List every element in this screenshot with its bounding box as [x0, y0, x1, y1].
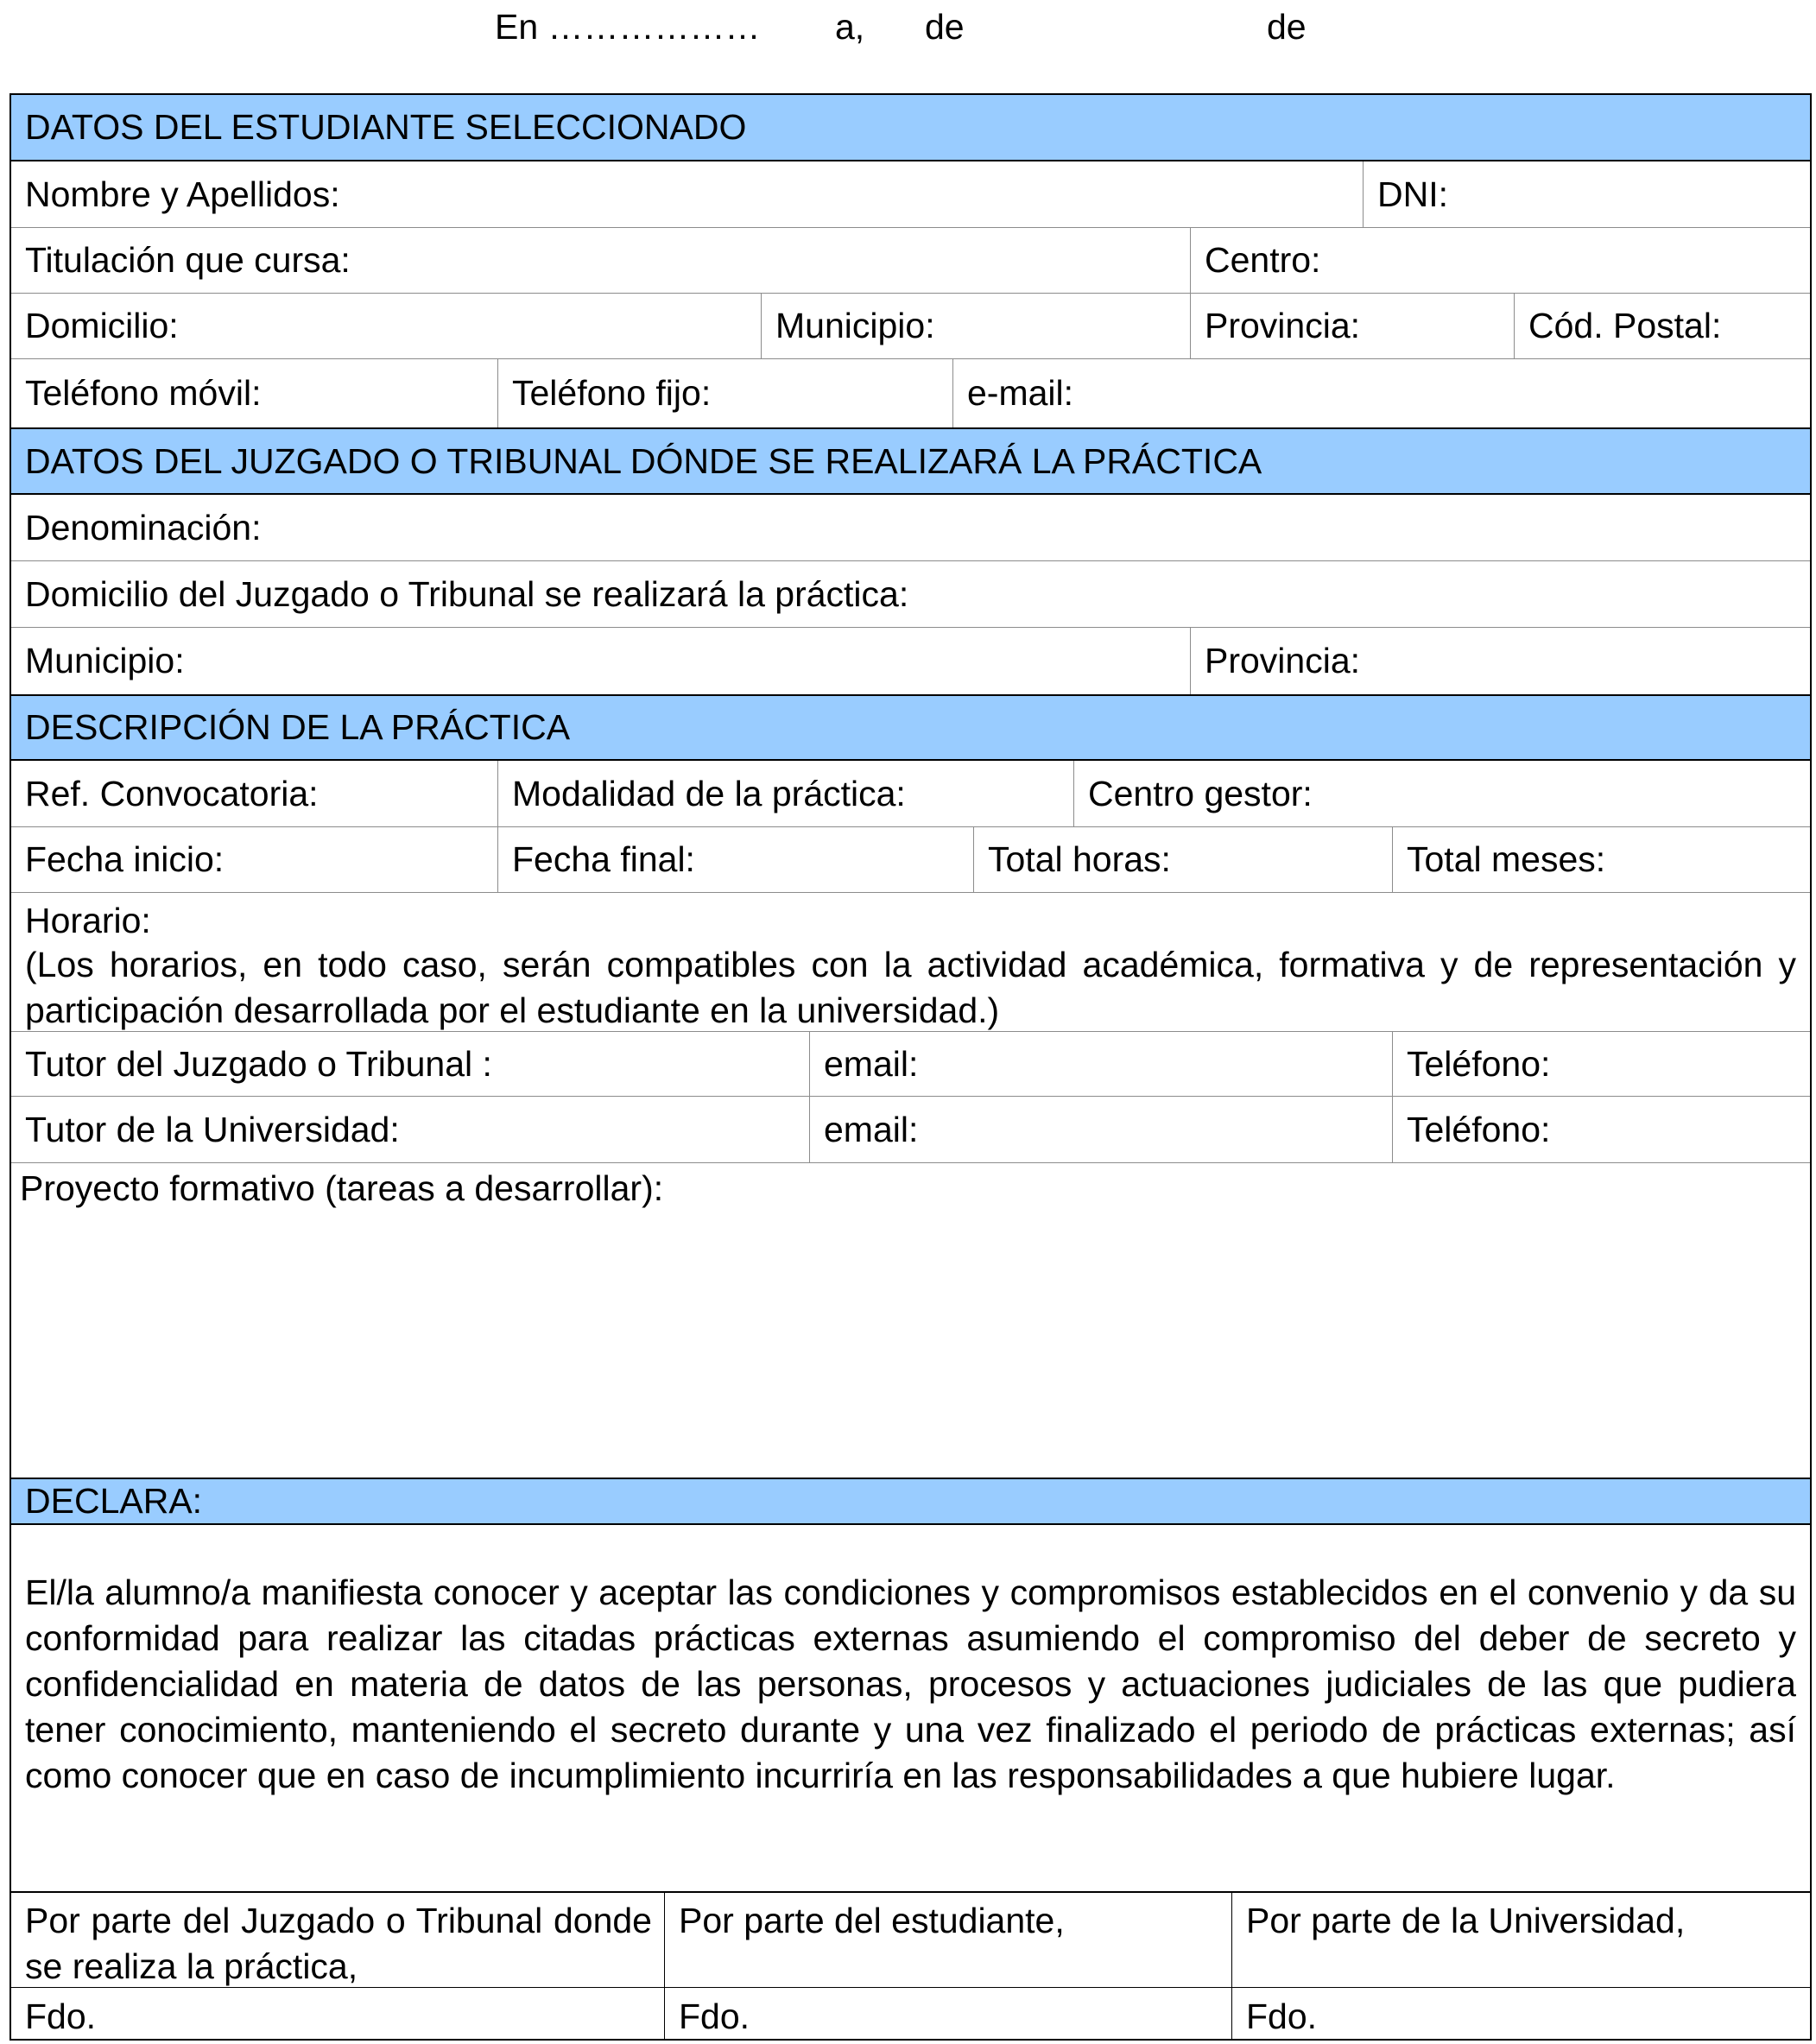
declaration-text: El/la alumno/a manifiesta conocer y aceptar las condiciones y compromisos establecidos en el convenio y da su conformidad para realizar las citadas prácticas externas asumiendo el compromiso del deber de secreto y confidencialidad en materia de datos de las personas, procesos y actuaciones judiciales de las que pudiera tener conocimiento, manteniendo el secreto durante y una vez finalizado el periodo de prácticas externas; así como conocer que en caso de incumplimiento incurriría en las responsabilidades a que hubiere lugar.	[11, 1525, 1810, 1893]
field-label: Domicilio del Juzgado o Tribunal se realizará la práctica:	[25, 573, 909, 614]
horario-note: (Los horarios, en todo caso, serán compatibles con la actividad académica, formativa y de representación y participación desarrollada por el estudiante en la universidad.)	[25, 945, 1796, 1030]
field-label: Nombre y Apellidos:	[25, 174, 340, 214]
field-tutor-juzgado[interactable]	[11, 1032, 810, 1096]
student-row-degree	[11, 228, 1810, 294]
field-label: DNI:	[1377, 174, 1448, 214]
field-dni[interactable]	[1364, 161, 1810, 227]
practice-row-dates	[11, 827, 1810, 893]
section-title: DATOS DEL ESTUDIANTE SELECCIONADO	[25, 107, 747, 147]
field-tutor-universidad[interactable]	[11, 1097, 810, 1162]
date-year-separator: de	[1267, 7, 1307, 47]
field-label: Municipio:	[775, 306, 935, 345]
field-denominacion[interactable]	[11, 495, 1810, 560]
horario-label: Horario:	[25, 901, 151, 940]
signature-field-estudiante[interactable]	[665, 1988, 1232, 2039]
field-domicilio-juzgado[interactable]	[11, 561, 1810, 627]
signature-lines	[11, 1988, 1810, 2039]
date-place: En ………………	[495, 7, 761, 47]
section-title: DATOS DEL JUZGADO O TRIBUNAL DÓNDE SE REALIZARÁ LA PRÁCTICA	[25, 440, 1262, 481]
signature-fdo-label: Fdo.	[1246, 1997, 1318, 2036]
field-provincia[interactable]	[1191, 294, 1515, 358]
signature-fdo-label: Fdo.	[25, 1997, 97, 2036]
student-row-contact	[11, 359, 1810, 427]
field-label: Fecha inicio:	[25, 839, 225, 879]
court-row-address	[11, 561, 1810, 628]
field-label: Provincia:	[1205, 306, 1361, 345]
field-municipio[interactable]	[762, 294, 1191, 358]
signature-header-estudiante	[665, 1893, 1232, 1987]
field-label: Tutor del Juzgado o Tribunal :	[25, 1043, 492, 1084]
field-label: Cód. Postal:	[1528, 306, 1722, 345]
court-row-location	[11, 628, 1810, 694]
section-header-court	[11, 427, 1810, 495]
field-label: email:	[824, 1109, 919, 1149]
field-label: Teléfono:	[1407, 1043, 1551, 1084]
section-title: DESCRIPCIÓN DE LA PRÁCTICA	[25, 707, 571, 747]
field-email[interactable]	[953, 359, 1810, 427]
field-fecha-final[interactable]	[498, 827, 974, 892]
field-label: Domicilio:	[25, 306, 179, 345]
signature-header-label: Por parte del estudiante,	[679, 1901, 1065, 1940]
field-proyecto-formativo[interactable]	[11, 1163, 1810, 1478]
field-nombre-apellidos[interactable]	[11, 161, 1364, 227]
field-total-horas[interactable]	[974, 827, 1393, 892]
field-label: Tutor de la Universidad:	[25, 1109, 400, 1149]
field-centro-gestor[interactable]	[1074, 761, 1810, 826]
date-day-separator: a,	[835, 7, 865, 47]
field-centro[interactable]	[1191, 228, 1810, 293]
field-label: Provincia:	[1205, 641, 1361, 680]
student-row-address	[11, 294, 1810, 359]
date-month-separator: de	[925, 7, 965, 47]
field-label: Municipio:	[25, 641, 185, 680]
signature-header-juzgado: Por parte del Juzgado o Tribunal donde se realiza la práctica,	[11, 1893, 665, 1987]
field-label: Total horas:	[988, 839, 1171, 879]
field-label: Teléfono:	[1407, 1109, 1551, 1149]
field-label: email:	[824, 1043, 919, 1084]
student-row-name	[11, 161, 1810, 228]
field-label: Denominación:	[25, 507, 262, 547]
practice-row-tutor-university	[11, 1097, 1810, 1163]
signature-field-juzgado[interactable]	[11, 1988, 665, 2039]
practice-agreement-form	[9, 93, 1812, 2041]
field-tutor-universidad-email[interactable]	[810, 1097, 1393, 1162]
field-horario[interactable]	[11, 893, 1810, 1032]
section-header-declara	[11, 1478, 1810, 1525]
field-provincia-juzgado[interactable]	[1191, 628, 1810, 694]
section-header-student	[11, 93, 1810, 161]
field-tutor-universidad-telefono[interactable]	[1393, 1097, 1810, 1162]
field-tutor-juzgado-email[interactable]	[810, 1032, 1393, 1096]
signature-header-label: Por parte de la Universidad,	[1246, 1901, 1686, 1940]
signature-fdo-label: Fdo.	[679, 1997, 750, 2036]
section-title: DECLARA:	[25, 1481, 203, 1521]
signature-headers	[11, 1893, 1810, 1988]
field-domicilio[interactable]	[11, 294, 762, 358]
field-tutor-juzgado-telefono[interactable]	[1393, 1032, 1810, 1096]
field-label: Titulación que cursa:	[25, 240, 351, 280]
field-total-meses[interactable]	[1393, 827, 1810, 892]
field-label: Modalidad de la práctica:	[512, 773, 906, 813]
field-telefono-movil[interactable]	[11, 359, 498, 427]
field-telefono-fijo[interactable]	[498, 359, 953, 427]
field-label: Teléfono móvil:	[25, 373, 262, 413]
field-fecha-inicio[interactable]	[11, 827, 498, 892]
court-row-name	[11, 495, 1810, 561]
field-titulacion[interactable]	[11, 228, 1191, 293]
field-label: Proyecto formativo (tareas a desarrollar):	[20, 1168, 664, 1208]
field-label: Fecha final:	[512, 839, 695, 879]
field-label: e-mail:	[967, 373, 1074, 413]
practice-row-tutor-court	[11, 1032, 1810, 1097]
field-label: Centro gestor:	[1088, 773, 1313, 813]
field-label: Ref. Convocatoria:	[25, 773, 319, 813]
field-cod-postal[interactable]	[1515, 294, 1810, 358]
section-header-practice	[11, 694, 1810, 761]
signature-header-universidad	[1232, 1893, 1810, 1987]
field-label: Centro:	[1205, 240, 1321, 280]
field-modalidad[interactable]	[498, 761, 1074, 826]
field-ref-convocatoria[interactable]	[11, 761, 498, 826]
field-municipio-juzgado[interactable]	[11, 628, 1191, 694]
practice-row-reference	[11, 761, 1810, 827]
date-line	[0, 0, 1816, 60]
signature-field-universidad[interactable]	[1232, 1988, 1810, 2039]
field-label: Teléfono fijo:	[512, 373, 712, 413]
field-label: Total meses:	[1407, 839, 1606, 879]
